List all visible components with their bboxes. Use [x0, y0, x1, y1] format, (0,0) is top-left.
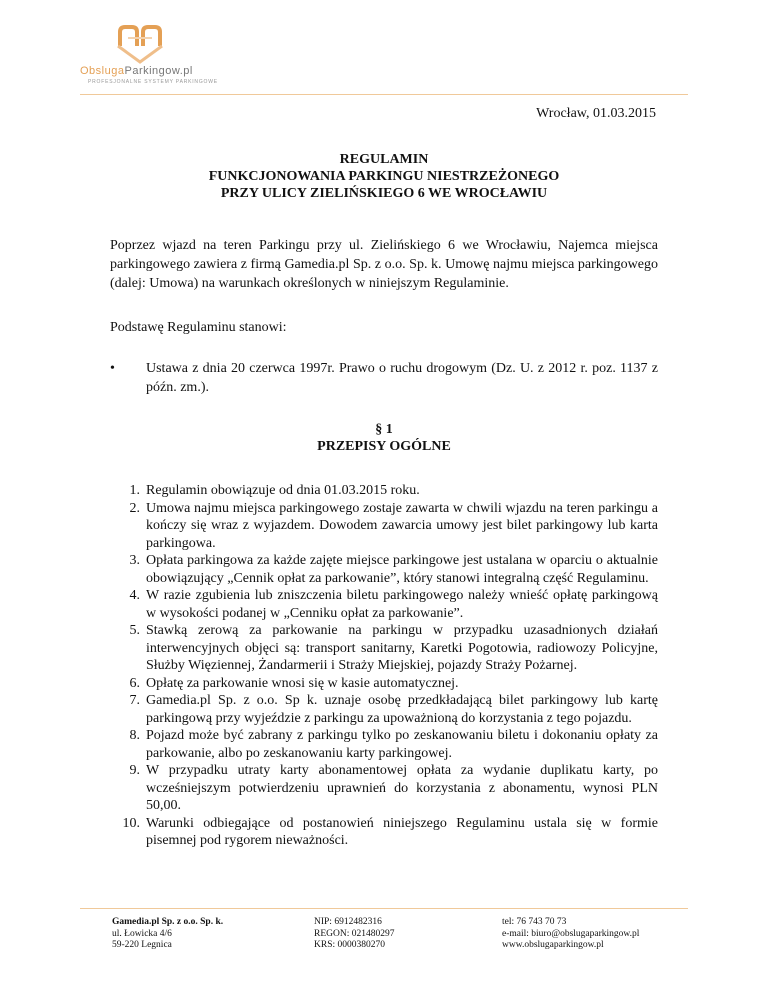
footer-website-link[interactable]: www.obslugaparkingow.pl	[502, 940, 604, 950]
list-item	[110, 500, 658, 553]
document-date: Wrocław, 01.03.2015	[536, 106, 656, 121]
list-item-number: 1.	[129, 483, 140, 498]
logo-tagline: PROFESJONALNE SYSTEMY PARKINGOWE	[88, 79, 218, 85]
section-heading	[0, 421, 768, 455]
title-line-2: FUNKCJONOWANIA PARKINGU NIESTRZEŻONEGO	[208, 169, 560, 184]
list-item	[110, 727, 658, 762]
list-item-number: 3.	[129, 553, 140, 568]
section-title: PRZEPISY OGÓLNE	[317, 439, 451, 454]
list-item-text: Gamedia.pl Sp. z o.o. Sp k. uznaje osobę przedkładającą bilet parkingowy lub kartę parkingową przy wyjeździe z parkingu za upoważnioną do korzystania z tego pojazdu.	[146, 693, 658, 726]
list-item-text: Umowa najmu miejsca parkingowego zostaje zawarta w chwili wjazdu na teren parkingu a kończy się wraz z wyjazdem. Dowodem zawarcia umowy jest bilet parkingowy lub karta parkingowa.	[146, 500, 658, 551]
list-item	[110, 815, 658, 850]
footer-krs: KRS: 0000380270	[314, 940, 385, 950]
basis-label: Podstawę Regulaminu stanowi:	[110, 320, 287, 335]
bullet-icon: •	[110, 361, 115, 376]
list-item-number: 10.	[122, 815, 140, 831]
company-logo	[80, 24, 240, 104]
list-item-text: W razie zgubienia lub zniszczenia biletu parkingowego należy wnieść opłatę parkingową w wysokości podanej w „Cenniku opłat za parkowanie”.	[146, 588, 658, 621]
list-item	[110, 552, 658, 587]
list-item-text: Opłatę za parkowanie wnosi się w kasie automatycznej.	[146, 675, 459, 691]
list-item-number: 8.	[129, 728, 140, 743]
list-item-text: Pojazd może być zabrany z parkingu tylko po zeskanowaniu biletu i dokonaniu opłaty za parkowanie, albo po zeskanowaniu karty parkingowej.	[146, 728, 658, 761]
footer-divider	[80, 908, 688, 909]
list-item	[110, 622, 658, 675]
list-item-number: 2.	[129, 500, 140, 516]
list-item-number: 9.	[129, 763, 140, 778]
list-item-text: Regulamin obowiązuje od dnia 01.03.2015 roku.	[146, 483, 420, 498]
footer-phone: tel: 76 743 70 73	[502, 917, 567, 927]
list-item-text: Stawką zerową za parkowanie na parkingu w przypadku uzasadnionych działań interwencyjnych objęci są: transport sanitarny, Karetki Pogotowia, radiowozy Policyjne, Służby Więziennej, Żandarmerii i Straży Miejskiej, pojazdy Straży Pożarnej.	[146, 623, 658, 673]
logo-brand-text	[80, 65, 193, 77]
list-item-number: 4.	[129, 588, 140, 603]
list-item-text: W przypadku utraty karty abonamentowej opłata za wydanie duplikatu karty, po wcześniejszym potwierdzeniu uprawnień do korzystania z abonamentu, wynosi PLN 50,00.	[146, 763, 658, 813]
list-item-text: Opłata parkingowa za każde zajęte miejsce parkingowe jest ustalana w oparciu o aktualnie obowiązujący „Cennik opłat za parkowanie”, który stanowi integralną część Regulaminu.	[146, 553, 658, 586]
list-item-number: 7.	[129, 693, 140, 708]
logo-brand-gray: Parkingow.pl	[124, 65, 193, 77]
list-item-text: Warunki odbiegające od postanowień niniejszego Regulaminu ustala się w formie pisemnej pod rygorem nieważności.	[146, 815, 658, 848]
header-divider	[80, 94, 688, 95]
title-line-1: REGULAMIN	[339, 152, 429, 167]
list-item	[110, 762, 658, 815]
list-item-number: 6.	[129, 675, 140, 691]
footer-street: ul. Łowicka 4/6	[112, 928, 172, 939]
footer-city: 59-220 Legnica	[112, 940, 172, 950]
footer-regon: REGON: 021480297	[314, 928, 395, 939]
footer-company-name: Gamedia.pl Sp. z o.o. Sp. k.	[112, 917, 224, 927]
footer-company	[112, 917, 223, 952]
logo-brand-orange: Obsluga	[80, 65, 125, 77]
list-item-number: 5.	[129, 623, 140, 638]
footer-registry	[314, 917, 395, 952]
list-item	[110, 692, 658, 727]
title-line-3: PRZY ULICY ZIELIŃSKIEGO 6 WE WROCŁAWIU	[220, 186, 548, 201]
section-number: § 1	[375, 422, 393, 437]
list-item	[110, 482, 658, 500]
list-item	[110, 675, 658, 693]
footer-email-link[interactable]: e-mail: biuro@obslugaparkingow.pl	[502, 928, 640, 939]
rules-list	[110, 482, 658, 850]
basis-bullet-text: Ustawa z dnia 20 czerwca 1997r. Prawo o ruchu drogowym (Dz. U. z 2012 r. poz. 1137 z późn. zm.).	[146, 361, 658, 395]
list-item	[110, 587, 658, 622]
footer-contact	[502, 917, 639, 952]
footer-nip: NIP: 6912482316	[314, 917, 382, 927]
intro-paragraph: Poprzez wjazd na teren Parkingu przy ul. Zielińskiego 6 we Wrocławiu, Najemca miejsca parkingowego zawiera z firmą Gamedia.pl Sp. z o.o. Sp. k. Umowę najmu miejsca parkingowego (dalej: Umowa) na warunkach określonych w niniejszym Regulaminie.	[110, 238, 658, 291]
document-title	[0, 151, 768, 202]
parking-logo-icon	[116, 24, 164, 64]
